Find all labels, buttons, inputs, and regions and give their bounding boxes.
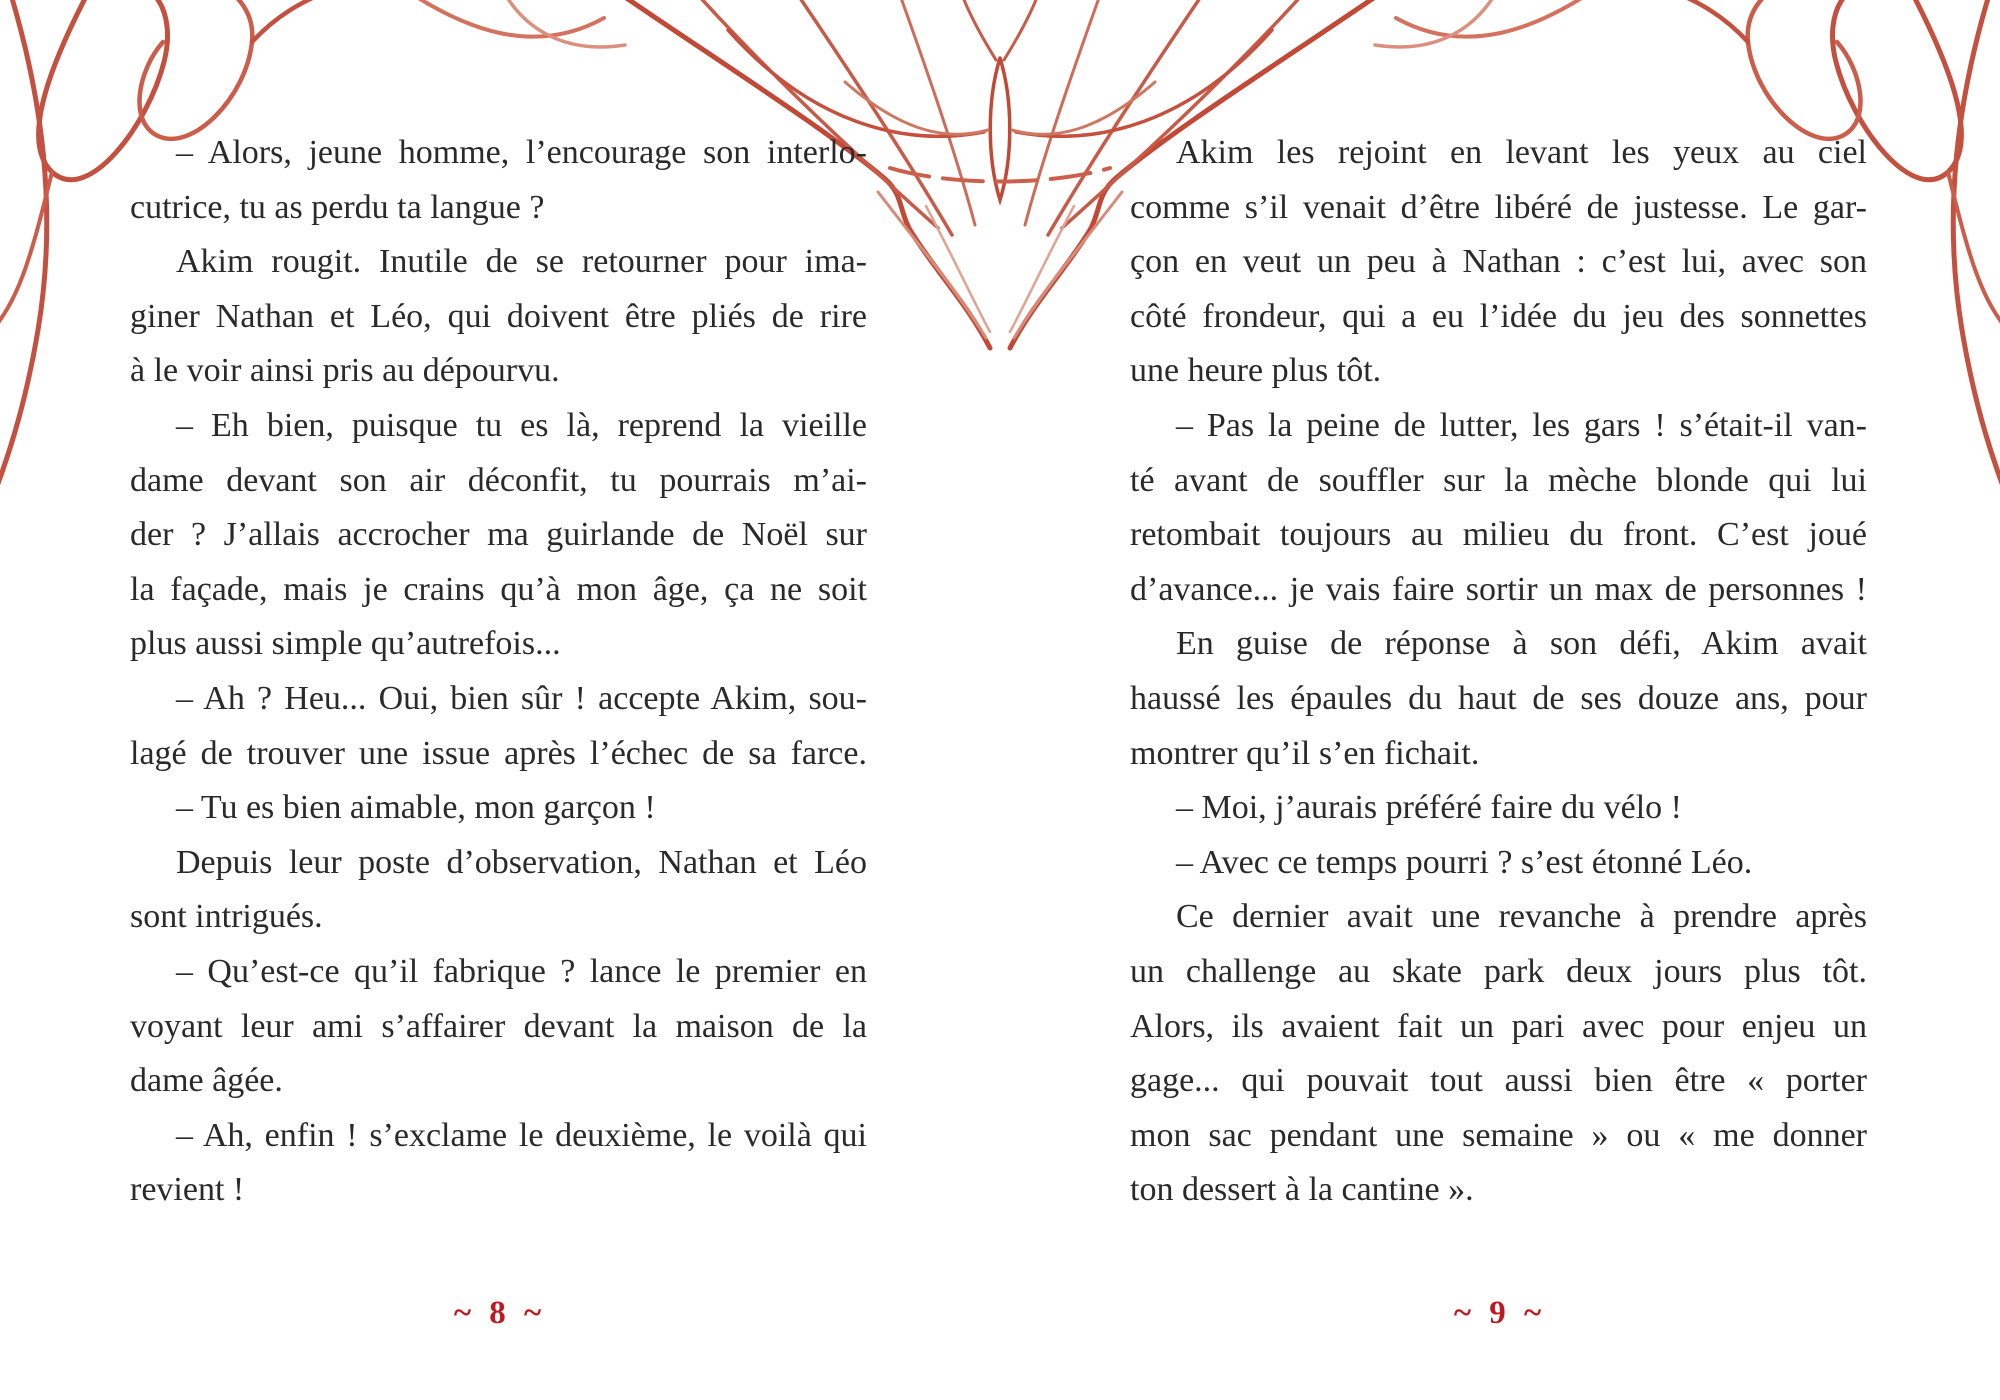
text-line: – Eh bien, puisque tu es là, reprend la vieille (176, 406, 867, 444)
text-line: Akim les rejoint en levant les yeux au ciel (1176, 134, 1867, 171)
text-line: Ce dernier avait une revanche à prendre après (1176, 898, 1867, 936)
text-line: cutrice, tu as perdu ta langue ? (130, 188, 545, 226)
text-line: haussé les épaules du haut de ses douze ans, pour (1130, 679, 1867, 717)
text-line: Depuis leur poste d’observation, Nathan et Léo (176, 843, 867, 881)
text-line: – Alors, jeune homme, l’encourage son interlo- (176, 134, 867, 171)
text-line: giner Nathan et Léo, qui doivent être pliés de rire (130, 297, 867, 335)
text-line: En guise de réponse à son défi, Akim avait (1176, 625, 1867, 663)
text-line: – Pas la peine de lutter, les gars ! s’était-il van- (1176, 406, 1867, 444)
text-line: – Tu es bien aimable, mon garçon ! (176, 789, 656, 827)
text-line: montrer qu’il s’en fichait. (1130, 734, 1480, 772)
text-line: plus aussi simple qu’autrefois... (130, 625, 561, 663)
text-line: lagé de trouver une issue après l’échec de sa farce. (130, 734, 867, 772)
text-line: – Moi, j’aurais préféré faire du vélo ! (1176, 789, 1682, 827)
text-line: mon sac pendant une semaine » ou « me donner (1130, 1116, 1867, 1154)
text-line: – Ah ? Heu... Oui, bien sûr ! accepte Akim, sou- (176, 679, 867, 717)
text-line: çon en veut un peu à Nathan : c’est lui, avec son (1130, 243, 1867, 281)
text-line: dame devant son air déconfit, tu pourrais m’ai- (130, 461, 867, 499)
page-9-text (1130, 126, 1867, 1218)
text-line: – Qu’est-ce qu’il fabrique ? lance le premier en (176, 952, 867, 990)
text-line: dame âgée. (130, 1062, 283, 1100)
text-line: – Ah, enfin ! s’exclame le deuxième, le voilà qui (176, 1116, 867, 1154)
text-line: côté frondeur, qui a eu l’idée du jeu des sonnettes (1130, 297, 1867, 335)
text-line: retombait toujours au milieu du front. C’est joué (1130, 516, 1867, 554)
text-line: – Avec ce temps pourri ? s’est étonné Léo. (1176, 843, 1753, 881)
page-number-right: ~ 9 ~ (1453, 1295, 1547, 1331)
text-line: Alors, ils avaient fait un pari avec pour enjeu un (1130, 1007, 1867, 1045)
page-8-text (130, 126, 867, 1218)
text-line: comme s’il venait d’être libéré de justesse. Le gar- (1130, 188, 1867, 226)
text-line: sont intrigués. (130, 898, 323, 936)
text-line: voyant leur ami s’affairer devant la maison de la (130, 1007, 867, 1045)
text-line: la façade, mais je crains qu’à mon âge, ça ne soit (130, 570, 867, 608)
page-number-left: ~ 8 ~ (453, 1295, 547, 1331)
text-line: der ? J’allais accrocher ma guirlande de Noël sur (130, 516, 867, 554)
text-line: té avant de souffler sur la mèche blonde qui lui (1130, 461, 1867, 499)
text-line: revient ! (130, 1171, 245, 1209)
text-line: à le voir ainsi pris au dépourvu. (130, 352, 560, 390)
text-line: d’avance... je vais faire sortir un max de personnes ! (1130, 570, 1867, 608)
page-9 (1000, 0, 2000, 1400)
text-line: une heure plus tôt. (1130, 352, 1382, 390)
text-line: un challenge au skate park deux jours plus tôt. (1130, 952, 1867, 990)
text-line: ton dessert à la cantine ». (1130, 1171, 1474, 1209)
text-line: gage... qui pouvait tout aussi bien être « porter (1130, 1062, 1867, 1100)
text-line: Akim rougit. Inutile de se retourner pour ima- (176, 243, 867, 281)
